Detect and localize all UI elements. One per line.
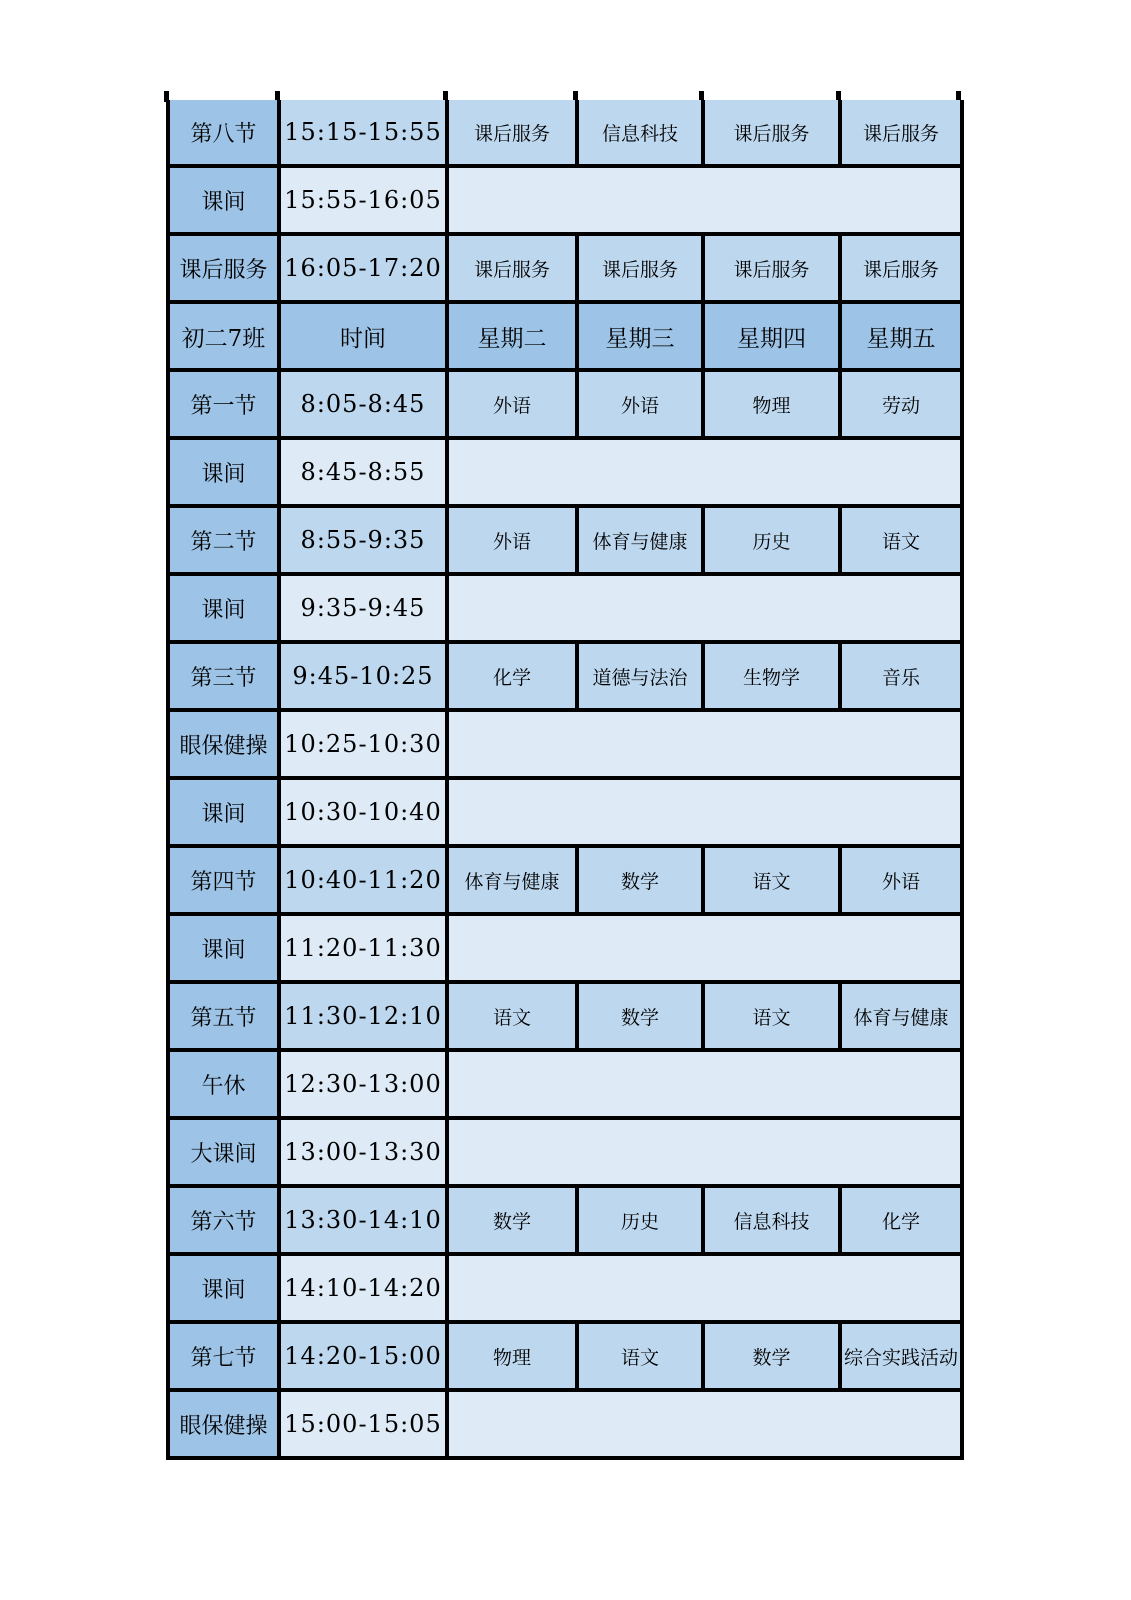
subject-cell: 课后服务 [447, 100, 577, 166]
table-row [168, 1390, 962, 1458]
subject-cell: 外语 [447, 506, 577, 574]
time-cell: 10:30-10:40 [279, 778, 447, 846]
table-row [168, 1118, 962, 1186]
break-empty-cell [447, 1390, 962, 1458]
time-cell: 12:30-13:00 [279, 1050, 447, 1118]
subject-cell: 课后服务 [577, 234, 703, 302]
table-row [168, 710, 962, 778]
time-header-cell: 时间 [279, 302, 447, 370]
period-label-cell: 第八节 [168, 100, 279, 166]
table-row [168, 370, 962, 438]
period-label-cell: 第二节 [168, 506, 279, 574]
time-cell: 15:55-16:05 [279, 166, 447, 234]
subject-cell: 语文 [703, 982, 840, 1050]
subject-cell: 语文 [447, 982, 577, 1050]
table-row [168, 1186, 962, 1254]
time-cell: 10:40-11:20 [279, 846, 447, 914]
subject-cell: 课后服务 [703, 100, 840, 166]
subject-cell: 外语 [447, 370, 577, 438]
subject-cell: 综合实践活动 [840, 1322, 962, 1390]
time-cell: 9:45-10:25 [279, 642, 447, 710]
day-header-cell: 星期二 [447, 302, 577, 370]
subject-cell: 外语 [577, 370, 703, 438]
break-empty-cell [447, 574, 962, 642]
break-empty-cell [447, 778, 962, 846]
table-row [168, 846, 962, 914]
time-cell: 8:55-9:35 [279, 506, 447, 574]
subject-cell: 课后服务 [840, 234, 962, 302]
subject-cell: 外语 [840, 846, 962, 914]
period-label-cell: 第六节 [168, 1186, 279, 1254]
time-cell: 9:35-9:45 [279, 574, 447, 642]
time-cell: 8:05-8:45 [279, 370, 447, 438]
break-empty-cell [447, 438, 962, 506]
break-empty-cell [447, 166, 962, 234]
break-label-cell: 课间 [168, 778, 279, 846]
time-cell: 15:00-15:05 [279, 1390, 447, 1458]
break-label-cell: 午休 [168, 1050, 279, 1118]
subject-cell: 数学 [447, 1186, 577, 1254]
break-empty-cell [447, 1118, 962, 1186]
subject-cell: 化学 [840, 1186, 962, 1254]
subject-cell: 道德与法治 [577, 642, 703, 710]
subject-cell: 信息科技 [577, 100, 703, 166]
break-label-cell: 大课间 [168, 1118, 279, 1186]
time-cell: 13:00-13:30 [279, 1118, 447, 1186]
break-empty-cell [447, 1050, 962, 1118]
subject-cell: 劳动 [840, 370, 962, 438]
period-label-cell: 课后服务 [168, 234, 279, 302]
time-cell: 8:45-8:55 [279, 438, 447, 506]
break-label-cell: 课间 [168, 166, 279, 234]
time-cell: 11:20-11:30 [279, 914, 447, 982]
break-label-cell: 眼保健操 [168, 1390, 279, 1458]
time-cell: 11:30-12:10 [279, 982, 447, 1050]
subject-cell: 语文 [703, 846, 840, 914]
break-label-cell: 课间 [168, 574, 279, 642]
subject-cell: 信息科技 [703, 1186, 840, 1254]
subject-cell: 化学 [447, 642, 577, 710]
table-row [168, 438, 962, 506]
timetable-body [168, 100, 962, 1458]
subject-cell: 数学 [703, 1322, 840, 1390]
table-row [168, 1050, 962, 1118]
time-cell: 14:20-15:00 [279, 1322, 447, 1390]
day-header-cell: 星期五 [840, 302, 962, 370]
subject-cell: 课后服务 [447, 234, 577, 302]
timetable [166, 100, 964, 1460]
period-label-cell: 第一节 [168, 370, 279, 438]
subject-cell: 语文 [840, 506, 962, 574]
subject-cell: 历史 [577, 1186, 703, 1254]
subject-cell: 数学 [577, 846, 703, 914]
break-empty-cell [447, 710, 962, 778]
table-row [168, 574, 962, 642]
subject-cell: 物理 [703, 370, 840, 438]
day-header-cell: 星期三 [577, 302, 703, 370]
table-row [168, 234, 962, 302]
subject-cell: 生物学 [703, 642, 840, 710]
table-row [168, 642, 962, 710]
class-name-cell: 初二7班 [168, 302, 279, 370]
period-label-cell: 第三节 [168, 642, 279, 710]
break-label-cell: 课间 [168, 1254, 279, 1322]
period-label-cell: 第四节 [168, 846, 279, 914]
subject-cell: 课后服务 [840, 100, 962, 166]
table-row [168, 914, 962, 982]
table-row [168, 1322, 962, 1390]
table-row [168, 166, 962, 234]
table-row [168, 100, 962, 166]
table-row [168, 506, 962, 574]
time-cell: 10:25-10:30 [279, 710, 447, 778]
table-row [168, 1254, 962, 1322]
subject-cell: 物理 [447, 1322, 577, 1390]
time-cell: 14:10-14:20 [279, 1254, 447, 1322]
period-label-cell: 第七节 [168, 1322, 279, 1390]
time-cell: 15:15-15:55 [279, 100, 447, 166]
subject-cell: 体育与健康 [840, 982, 962, 1050]
break-empty-cell [447, 914, 962, 982]
subject-cell: 语文 [577, 1322, 703, 1390]
subject-cell: 音乐 [840, 642, 962, 710]
period-label-cell: 第五节 [168, 982, 279, 1050]
subject-cell: 课后服务 [703, 234, 840, 302]
subject-cell: 历史 [703, 506, 840, 574]
table-row [168, 778, 962, 846]
subject-cell: 体育与健康 [577, 506, 703, 574]
break-label-cell: 课间 [168, 438, 279, 506]
subject-cell: 数学 [577, 982, 703, 1050]
time-cell: 16:05-17:20 [279, 234, 447, 302]
time-cell: 13:30-14:10 [279, 1186, 447, 1254]
table-row [168, 302, 962, 370]
break-empty-cell [447, 1254, 962, 1322]
table-row [168, 982, 962, 1050]
day-header-cell: 星期四 [703, 302, 840, 370]
subject-cell: 体育与健康 [447, 846, 577, 914]
break-label-cell: 课间 [168, 914, 279, 982]
break-label-cell: 眼保健操 [168, 710, 279, 778]
